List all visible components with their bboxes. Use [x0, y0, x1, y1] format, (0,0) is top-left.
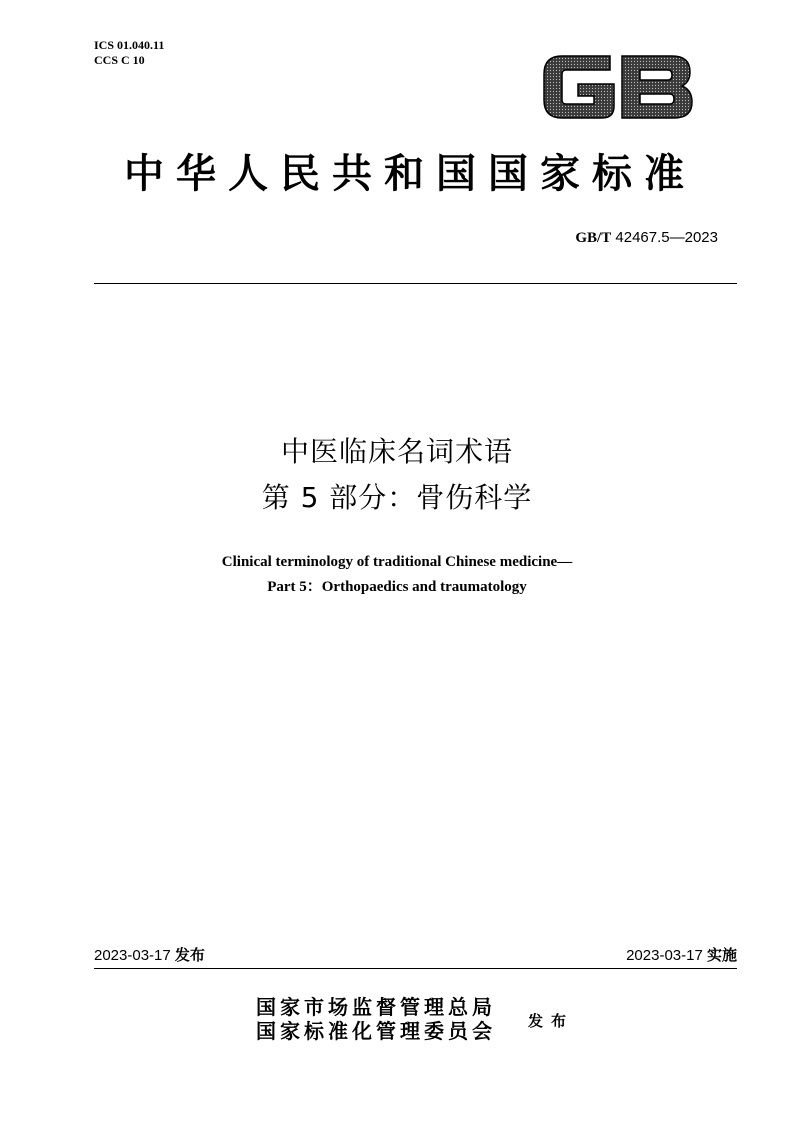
release-label: 发布	[528, 1012, 575, 1030]
implement-date	[626, 945, 737, 966]
bottom-divider	[94, 968, 737, 969]
standard-number-value: 42467.5—2023	[615, 229, 718, 246]
issuing-authorities	[256, 995, 496, 1043]
english-title-line-1: Clinical terminology of traditional Chinese medicine—	[221, 554, 573, 570]
issuer-samr: 国家市场监督管理总局	[256, 995, 496, 1019]
implement-date-value: 2023-03-17	[626, 947, 703, 964]
top-divider	[94, 283, 737, 284]
issuer-sac: 国家标准化管理委员会	[256, 1019, 496, 1043]
national-standard-title: 中华人民共和国国家标准	[124, 151, 696, 197]
standard-number-prefix: GB/T	[575, 230, 612, 246]
standard-number	[575, 228, 718, 248]
publish-date-label: 发布	[174, 946, 205, 964]
chinese-title-line-1: 中医临床名词术语	[280, 435, 513, 468]
publish-date	[94, 945, 205, 966]
gb-logo	[540, 48, 695, 126]
english-title-line-2: Part 5：Orthopaedics and traumatology	[267, 579, 527, 595]
implement-date-label: 实施	[706, 946, 737, 964]
classification-codes	[94, 38, 164, 68]
ccs-code: CCS C 10	[94, 53, 145, 67]
ics-code: ICS 01.040.11	[94, 38, 165, 52]
chinese-title-line-2: 第 5 部分：骨伤科学	[261, 481, 533, 514]
publish-date-value: 2023-03-17	[94, 947, 171, 964]
